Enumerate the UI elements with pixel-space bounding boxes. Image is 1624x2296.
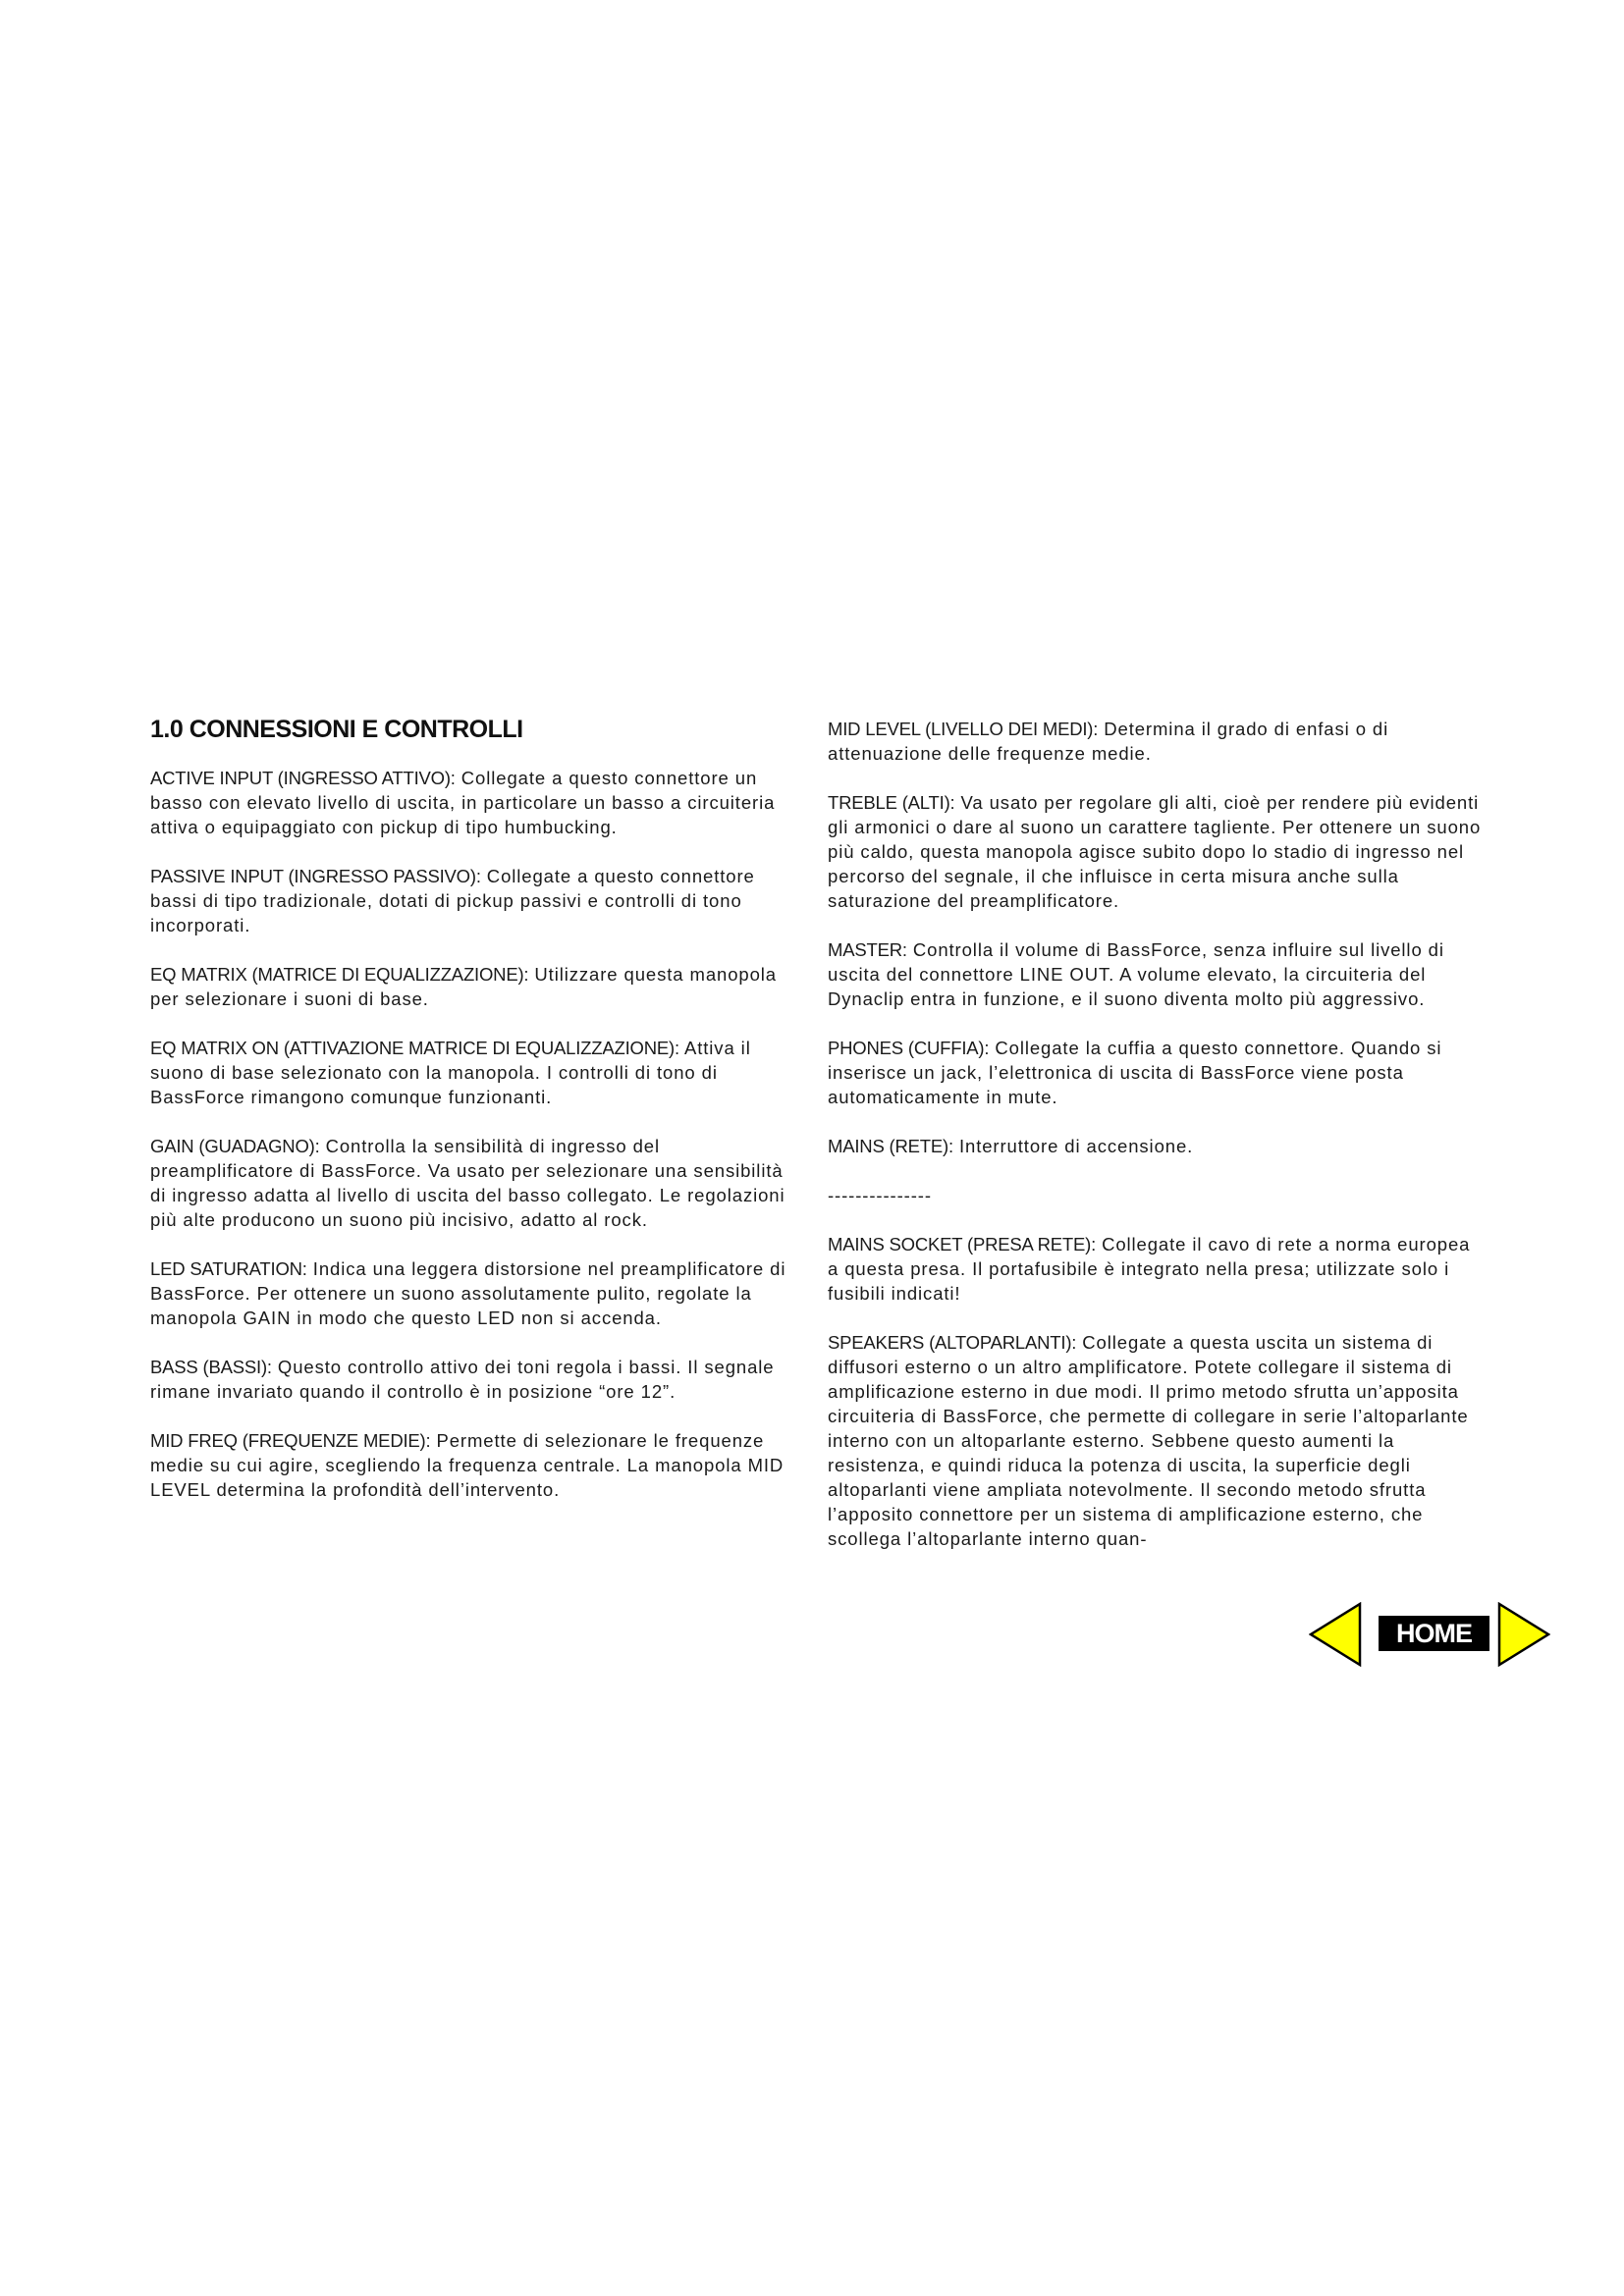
paragraph-text: Determina il grado di enfasi o di attenuazione delle frequenze medie. — [828, 719, 1389, 764]
paragraph — [150, 1036, 798, 1109]
paragraph-text: Indica una leggera distorsione nel preamplificatore di BassForce. Per ottenere un suono assolutamente pulito, regolate la manopola GAIN in modo che questo LED non si accenda. — [150, 1258, 786, 1328]
paragraph — [828, 1232, 1486, 1306]
paragraph-term: GAIN (GUADAGNO): — [150, 1136, 320, 1156]
left-column — [150, 715, 798, 1526]
paragraph-term: MAINS (RETE): — [828, 1136, 953, 1156]
paragraph-text: Interruttore di accensione. — [952, 1136, 1194, 1156]
page-navigation — [1309, 1602, 1550, 1667]
paragraph — [828, 1036, 1486, 1109]
paragraph-text: Collegate il cavo di rete a norma europea a questa presa. Il portafusibile è integrato nella presa; utilizzate solo i fusibili indicati! — [828, 1234, 1471, 1304]
right-arrow-icon — [1497, 1602, 1550, 1667]
paragraph-text: Utilizzare questa manopola per selezionare i suoni di base. — [150, 964, 777, 1009]
paragraph — [150, 766, 798, 839]
paragraph-term: LED SATURATION: — [150, 1258, 307, 1279]
paragraph-term: MAINS SOCKET (PRESA RETE): — [828, 1234, 1097, 1255]
paragraph — [150, 1355, 798, 1404]
section-title: 1.0 CONNESSIONI E CONTROLLI — [150, 716, 523, 743]
paragraph-text: Collegate a questo connettore bassi di tipo tradizionale, dotati di pickup passivi e controlli di tono incorporati. — [150, 866, 755, 935]
next-page-button[interactable] — [1497, 1602, 1550, 1667]
paragraph-term: EQ MATRIX ON (ATTIVAZIONE MATRICE DI EQUALIZZAZIONE): — [150, 1038, 679, 1058]
paragraph — [150, 962, 798, 1011]
home-button[interactable]: HOME — [1379, 1616, 1489, 1651]
paragraph-text: Questo controllo attivo dei toni regola i bassi. Il segnale rimane invariato quando il controllo è in posizione “ore 12”. — [150, 1357, 775, 1402]
paragraph-term: MASTER: — [828, 939, 907, 960]
paragraph — [150, 1428, 798, 1502]
paragraph-term: PASSIVE INPUT (INGRESSO PASSIVO): — [150, 866, 481, 886]
left-paragraphs — [150, 766, 798, 1502]
paragraph-text: --------------- — [828, 1185, 932, 1205]
paragraph-term: SPEAKERS (ALTOPARLANTI): — [828, 1332, 1077, 1353]
right-column — [828, 717, 1486, 1575]
paragraph — [828, 717, 1486, 766]
paragraph — [150, 1134, 798, 1232]
paragraph-term: ACTIVE INPUT (INGRESSO ATTIVO): — [150, 768, 456, 788]
paragraph-term: PHONES (CUFFIA): — [828, 1038, 990, 1058]
paragraph-text: Collegate la cuffia a questo connettore. Quando si inserisce un jack, l’elettronica di uscita di BassForce viene posta automaticamente in mute. — [828, 1038, 1442, 1107]
previous-page-button[interactable] — [1309, 1602, 1362, 1667]
paragraph — [828, 790, 1486, 913]
paragraph — [828, 937, 1486, 1011]
paragraph — [828, 1330, 1486, 1551]
paragraph-term: BASS (BASSI): — [150, 1357, 272, 1377]
paragraph — [828, 1134, 1486, 1158]
paragraph — [150, 864, 798, 937]
paragraph-text: Controlla il volume di BassForce, senza influire sul livello di uscita del connettore LINE OUT. A volume elevato, la circuiteria del Dynaclip entra in funzione, e il suono diventa molto più aggressivo. — [828, 939, 1444, 1009]
right-paragraphs — [828, 717, 1486, 1551]
paragraph-text: Attiva il suono di base selezionato con la manopola. I controlli di tono di BassForce rimangono comunque funzionanti. — [150, 1038, 751, 1107]
paragraph-text: Va usato per regolare gli alti, cioè per rendere più evidenti gli armonici o dare al suono un carattere tagliente. Per ottenere un suono più caldo, questa manopola agisce subito dopo lo stadio di ingresso nel percorso del segnale, il che influisce in certa misura anche sulla saturazione del preamplificatore. — [828, 792, 1482, 911]
paragraph-term: EQ MATRIX (MATRICE DI EQUALIZZAZIONE): — [150, 964, 529, 985]
paragraph-text: Permette di selezionare le frequenze medie su cui agire, scegliendo la frequenza centrale. La manopola MID LEVEL determina la profondità dell’intervento. — [150, 1430, 785, 1500]
paragraph-text: Collegate a questa uscita un sistema di diffusori esterno o un altro amplificatore. Potete collegare il sistema di amplificazione esterno in due modi. Il primo metodo sfrutta un’apposita circuiteria di BassForce, che permette di collegare in serie l’altoparlante interno con un altoparlante esterno. Sebbene questo aumenti la resistenza, e quindi riduca la potenza di uscita, la superficie degli altoparlanti viene ampliata notevolmente. Il secondo metodo sfrutta l’apposito connettore per un sistema di amplificazione esterno, che scollega l’altoparlante interno quan- — [828, 1332, 1469, 1549]
paragraph — [828, 1183, 1486, 1207]
paragraph-term: TREBLE (ALTI): — [828, 792, 955, 813]
paragraph — [150, 1256, 798, 1330]
paragraph-text: Collegate a questo connettore un basso con elevato livello di uscita, in particolare un basso a circuiteria attiva o equipaggiato con pickup di tipo humbucking. — [150, 768, 776, 837]
left-arrow-icon — [1309, 1602, 1362, 1667]
paragraph-term: MID FREQ (FREQUENZE MEDIE): — [150, 1430, 431, 1451]
paragraph-text: Controlla la sensibilità di ingresso del preamplificatore di BassForce. Va usato per selezionare una sensibilità di ingresso adatta al livello di uscita del basso collegato. Le regolazioni più alte producono un suono più incisivo, adatto al rock. — [150, 1136, 785, 1230]
paragraph-term: MID LEVEL (LIVELLO DEI MEDI): — [828, 719, 1099, 739]
